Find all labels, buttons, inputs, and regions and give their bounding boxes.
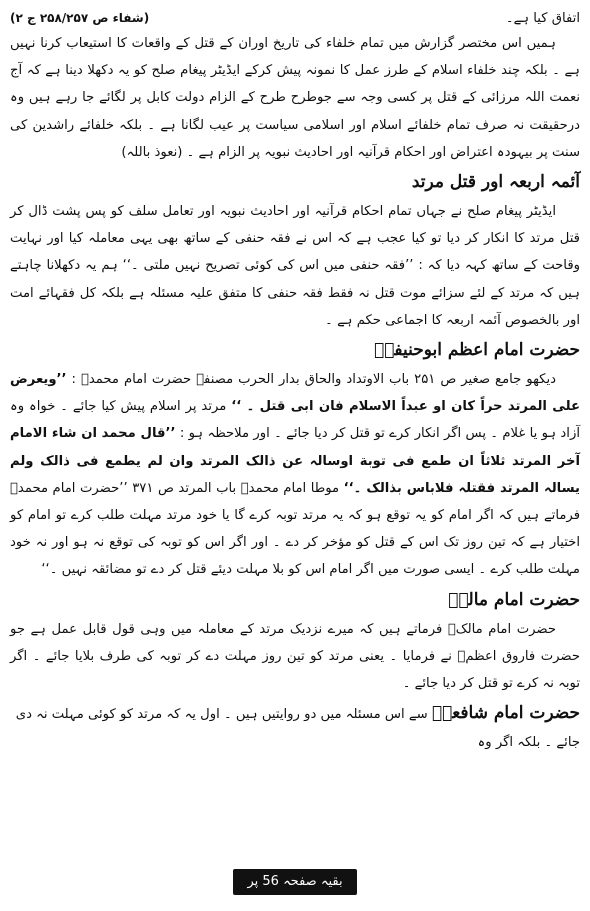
arabic-quote-1: ’’ویعرض علی المرتد حراً کان او عبداً الاسلام فان ابی قتل ۔ ‘‘ xyxy=(10,372,580,415)
four-imams-paragraph: ایڈیٹر پیغام صلح نے جہاں تمام احکام قرآنیہ اور احادیث نبویہ اور تعامل سلف کو پس پشت ڈال کر قتل مرتد کا انکار کر دیا تو کیا عجب ہے کہ اس نے فقہ حنفی کے ساتھ بھی یہی معاملہ کیا اور نہایت وقاحت کے ساتھ کہہ دیا کہ : ’’فقہ حنفی میں اس کی کوئی تصریح نہیں ملتی ۔‘‘ ہم یہ دکھلانا چاہتے ہیں کہ مرتد کے لئے سزائے موت قتل نہ فقط فقہ حنفی کا متفق علیہ مسئلہ ہے بلکہ کل فقہائے امت اور بالخصوص آئمہ اربعہ کا اجماعی حکم ہے ۔ xyxy=(10,204,580,328)
translation-2: ’’حضرت امام محمدؒ فرماتے ہیں کہ اگر امام کو یہ توقع ہو کہ یہ مرتد توبہ کرے گا یا خود مرتد مہلت طلب کرے تو امام کو اختیار ہے کہ تین روز تک اس کے قتل کو مؤخر کر دے ۔ اور اگر اس کو توبہ کی توقع نہ ہو اور نہ خود مہلت طلب کرے ۔ ایسی صورت میں اگر امام اس کو بلا مہلت دیئے قتل کر دے تو مضائقہ نہیں ۔‘‘ xyxy=(10,480,580,578)
malik-paragraph: حضرت امام مالکؒ فرماتے ہیں کہ میرے نزدیک مرتد کے معاملہ میں وہی قول قابل عمل ہے جو حضرت فاروق اعظمؓ نے فرمایا ۔ یعنی مرتد کو تین روز مہلت دے کر توبہ کی طرف بلایا جائے ۔ اگر توبہ نہ کرے تو قتل کر دیا جائے ۔ xyxy=(10,621,580,692)
shafii-line xyxy=(10,697,580,756)
heading-malik: حضرت امام مالکؒ xyxy=(448,589,580,610)
reference-citation: (شفاء ص ۲۵۸/۲۵۷ ج ۲) xyxy=(10,11,150,25)
heading-four-imams: آئمہ اربعہ اور قتل مرتد xyxy=(411,172,580,193)
shafii-text: سے اس مسئلہ میں دو روایتیں ہیں ۔ اول یہ کہ مرتد کو کوئی مہلت نہ دی جائے ۔ بلکہ اگر وہ xyxy=(15,707,580,751)
top-line-text: اتفاق کیا ہے۔ xyxy=(505,11,580,26)
intro-paragraph: ہمیں اس مختصر گزارش میں تمام خلفاء کی تاریخ اوران کے قتل کے واقعات کا استیعاب کرنا نہیں ہے ۔ بلکہ چند خلفاء اسلام کے طرز عمل کا نمونہ پیش کرکے ایڈیٹر پیغام صلح کو یہ دکھلا دینا ہے کہ آج نعمت اللہ مرزائی کے قتل پر کسی وجہ سے جوطرح طرح کے الزام دولت کابل پر لگائے جا رہے ہیں وہ درحقیقت نہ صرف تمام خلفائے اسلام اور اسلامی سیاست پر عیب لگانا ہے ۔ بلکہ خلفائے راشدین کی سنت پر بیہودہ اعتراض اور احکام قرآنیہ اور احادیث نبویہ پر الزام ہے ۔ (نعوذ باللہ) xyxy=(10,36,580,160)
abu-hanifa-body xyxy=(10,366,580,584)
footer xyxy=(0,869,590,895)
translation-1: مرتد پر اسلام پیش کیا جائے ۔ خواہ وہ آزاد ہو یا غلام ۔ پس اگر انکار کرے تو قتل کر دیا جائے ۔ اور ملاحظہ ہو : xyxy=(10,399,580,442)
source-2: موطا امام محمدؒ باب المرتد ص ۳۷۱ xyxy=(132,480,340,496)
abu-hanifa-lead: دیکھو جامع صغیر ص ۲۵۱ باب الاوتداد والحاق بدار الحرب مصنفہ حضرت امام محمدؒ : xyxy=(71,372,556,388)
continuation-badge: بقیہ صفحہ 56 پر xyxy=(233,869,356,895)
arabic-quote-2: ’’قال محمد ان شاء الامام آخر المرتد ثلاثاً ان طمع فی توبة اوسالہ عن ذالک المرتد وان لم یطمع فی ذالک ولم یسالہ المرتد فقتلہ فلاباس بذالک ۔‘‘ xyxy=(10,426,580,496)
heading-shafii: حضرت امام شافعیؒ xyxy=(431,703,580,724)
top-line xyxy=(10,6,580,30)
heading-abu-hanifa: حضرت امام اعظم ابوحنیفہؒ xyxy=(373,340,580,361)
